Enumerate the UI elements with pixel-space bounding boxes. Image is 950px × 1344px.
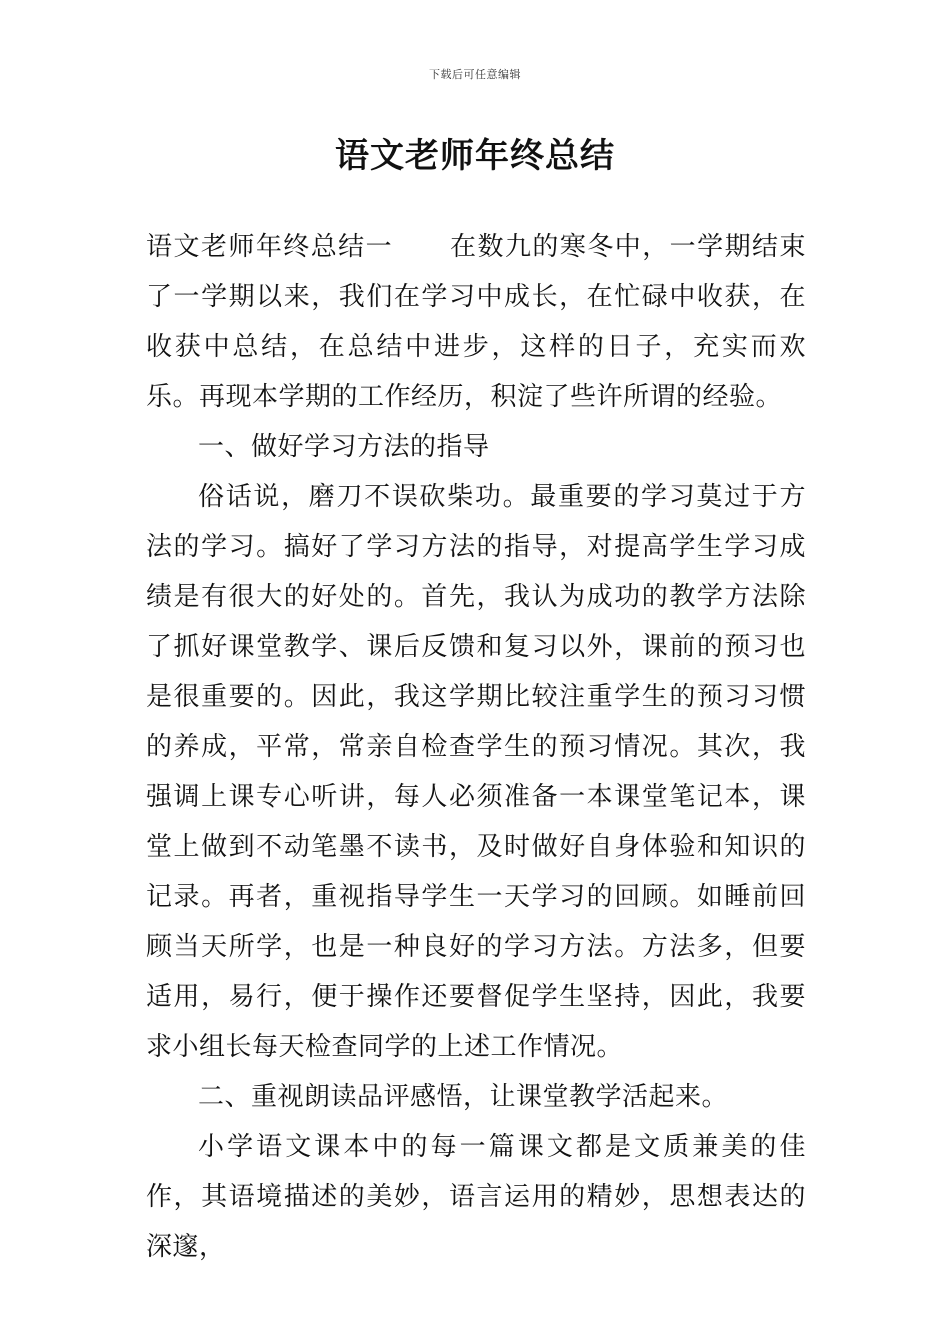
section-1-heading: 一、做好学习方法的指导 bbox=[198, 432, 490, 462]
section-2-heading: 二、重视朗读品评感悟，让课堂教学活起来。 bbox=[198, 1082, 729, 1112]
intro-lead: 语文老师年终总结一 bbox=[146, 232, 394, 262]
intro-paragraph bbox=[146, 222, 806, 422]
document-body bbox=[146, 222, 806, 1272]
section-1-paragraph: 俗话说，磨刀不误砍柴功。最重要的学习莫过于方法的学习。搞好了学习方法的指导，对提高学生学习成绩是有很大的好处的。首先，我认为成功的教学方法除了抓好课堂教学、课后反馈和复习以外，课前的预习也是很重要的。因此，我这学期比较注重学生的预习习惯的养成，平常，常亲自检查学生的预习情况。其次，我强调上课专心听讲，每人必须准备一本课堂笔记本，课堂上做到不动笔墨不读书，及时做好自身体验和知识的记录。再者，重视指导学生一天学习的回顾。如睡前回顾当天所学，也是一种良好的学习方法。方法多，但要适用，易行，便于操作还要督促学生坚持，因此，我要求小组长每天检查同学的上述工作情况。 bbox=[146, 482, 806, 1062]
section-2-paragraph: 小学语文课本中的每一篇课文都是文质兼美的佳作，其语境描述的美妙，语言运用的精妙，思想表达的深邃， bbox=[146, 1132, 806, 1262]
header-note: 下载后可任意编辑 bbox=[429, 68, 521, 81]
document-title: 语文老师年终总结 bbox=[335, 136, 615, 176]
intro-text: 在数九的寒冬中，一学期结束了一学期以来，我们在学习中成长，在忙碌中收获，在收获中总结，在总结中进步，这样的日子，充实而欢乐。再现本学期的工作经历，积淀了些许所谓的经验。 bbox=[146, 232, 806, 412]
